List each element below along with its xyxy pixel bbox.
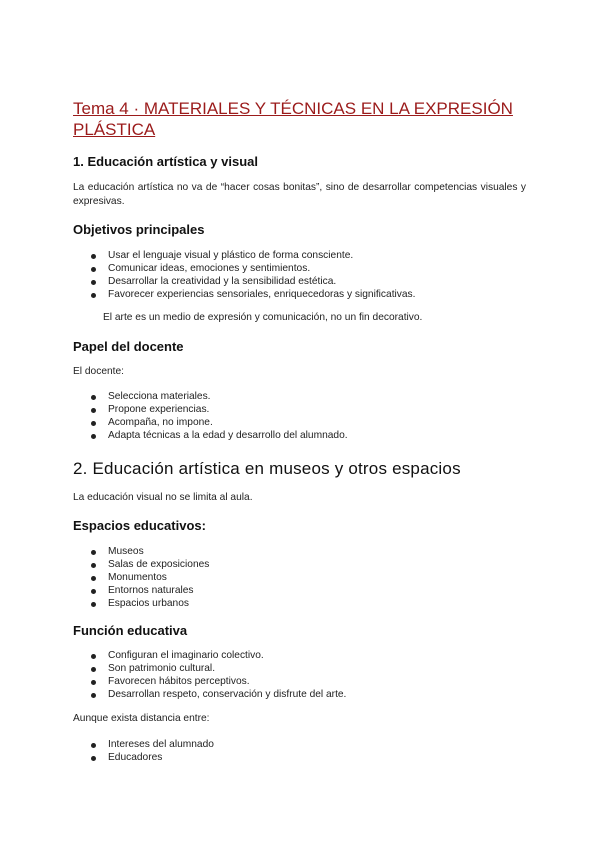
spaces-heading: Espacios educativos:: [73, 518, 206, 533]
section2-heading: 2. Educación artística en museos y otros espacios: [73, 459, 461, 478]
list-item: Usar el lenguaje visual y plástico de forma consciente.: [73, 249, 415, 262]
objectives-heading: Objetivos principales: [73, 222, 205, 237]
list-item: Acompaña, no impone.: [73, 416, 348, 429]
teacher-list: [73, 390, 348, 442]
list-item: Selecciona materiales.: [73, 390, 348, 403]
section2-intro: La educación visual no se limita al aula.: [73, 492, 253, 503]
distance-list: [73, 738, 214, 764]
list-item: Son patrimonio cultural.: [73, 662, 346, 675]
section1-heading: 1. Educación artística y visual: [73, 154, 258, 169]
list-item: Espacios urbanos: [73, 597, 209, 610]
list-item: Propone experiencias.: [73, 403, 348, 416]
list-item: Educadores: [73, 751, 214, 764]
list-item: Desarrollar la creatividad y la sensibilidad estética.: [73, 275, 415, 288]
list-item: Favorecer experiencias sensoriales, enriquecedoras y significativas.: [73, 288, 415, 301]
teacher-intro: El docente:: [73, 366, 124, 377]
section1-intro: La educación artística no va de “hacer cosas bonitas”, sino de desarrollar competencias visuales y expresivas.: [73, 182, 526, 207]
list-item: Intereses del alumnado: [73, 738, 214, 751]
list-item: Salas de exposiciones: [73, 558, 209, 571]
list-item: Comunicar ideas, emociones y sentimientos.: [73, 262, 415, 275]
distance-intro: Aunque exista distancia entre:: [73, 713, 210, 724]
list-item: Monumentos: [73, 571, 209, 584]
spaces-list: [73, 545, 209, 610]
function-heading: Función educativa: [73, 623, 188, 638]
list-item: Configuran el imaginario colectivo.: [73, 649, 346, 662]
function-list: [73, 649, 346, 701]
list-item: Favorecen hábitos perceptivos.: [73, 675, 346, 688]
list-item: Entornos naturales: [73, 584, 209, 597]
list-item: Adapta técnicas a la edad y desarrollo del alumnado.: [73, 429, 348, 442]
document-title: Tema 4 · MATERIALES Y TÉCNICAS EN LA EXPRESIÓN PLÁSTICA: [73, 99, 513, 139]
teacher-heading: Papel del docente: [73, 339, 184, 354]
list-item: Desarrollan respeto, conservación y disfrute del arte.: [73, 688, 346, 701]
list-item: Museos: [73, 545, 209, 558]
objectives-list: [73, 249, 415, 301]
objectives-quote: El arte es un medio de expresión y comunicación, no un fin decorativo.: [103, 312, 423, 323]
